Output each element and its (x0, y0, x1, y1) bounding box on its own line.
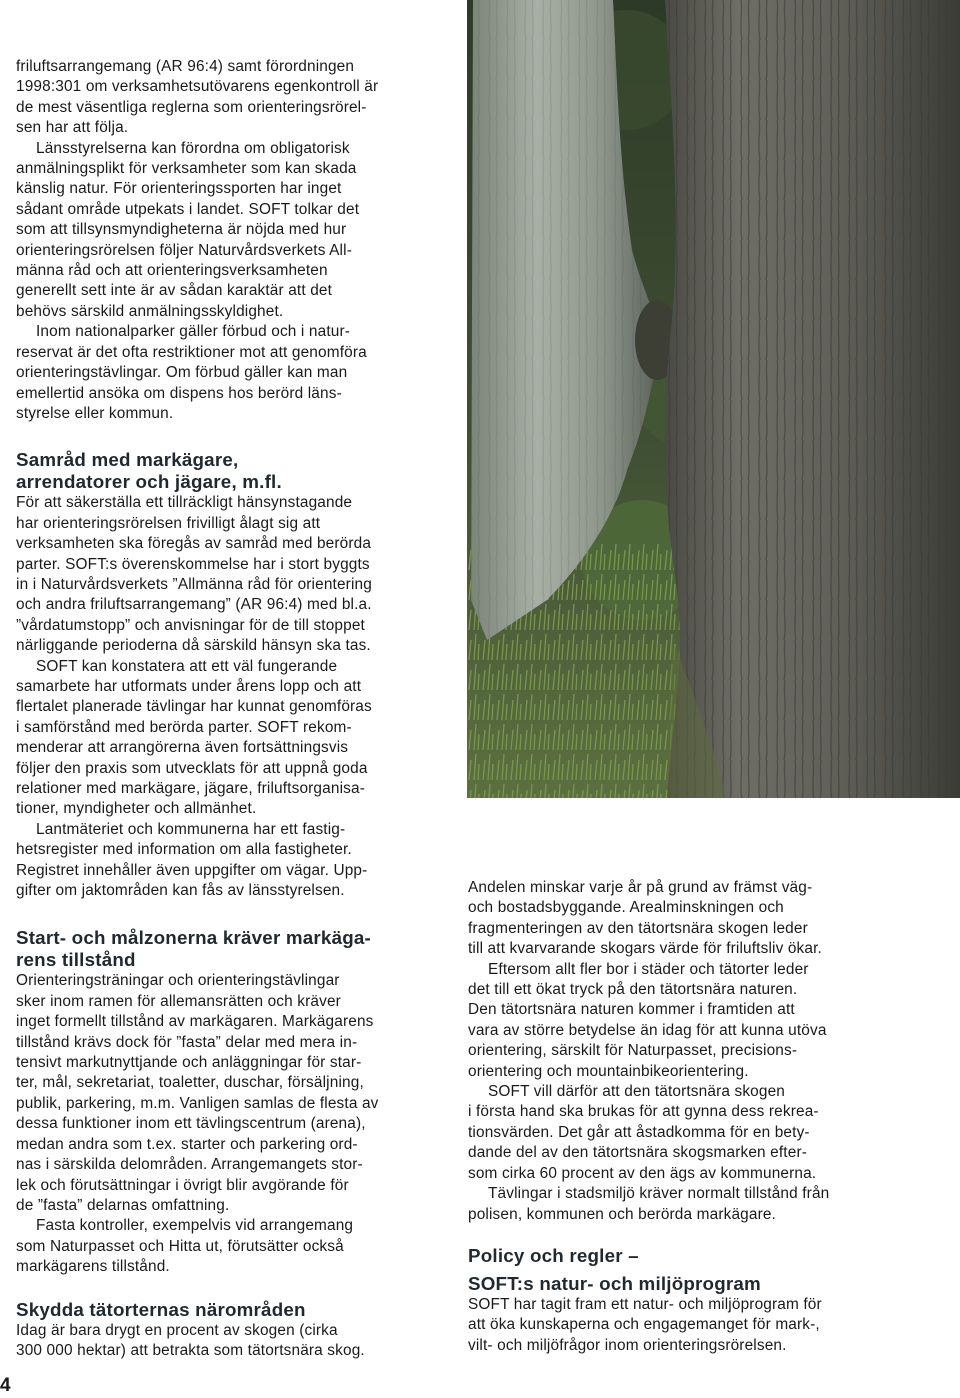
policy-subheading: SOFT:s natur- och miljöprogram (468, 1272, 761, 1294)
page-number: 4 (0, 1375, 11, 1396)
right-column (468, 878, 908, 1356)
section-samrad-paragraph-2: SOFT kan konstatera att ett väl fungerande samarbete har utformats under årens lopp och att flertalet planerade tävlingar har kunnat genomföras i samförstånd med berörda parter. SOFT rekom- menderar att arrangörerna även fortsättningsvis följer den praxis som utvecklats för att uppnå goda relationer med markägare, jägare, friluftsorganisa- tioner, myndigheter och allmänhet. (16, 657, 372, 818)
policy-heading: Policy och regler – (468, 1244, 639, 1266)
right-paragraph-2: Eftersom allt fler bor i städer och tätorter leder det till ett ökat tryck på den tätortsnära naturen. Den tätortsnära naturen kommer i framtiden att vara av större betydelse än idag för att kunna utöva orientering, särskilt för Naturpasset, precisions- orientering och mountainbikeorientering. (468, 960, 827, 1080)
section-samrad-paragraph-1: För att säkerställa ett tillräckligt hänsynstagande har orienteringsrörelsen frivilligt ålagt sig att verksamheten ska föregås av samråd med berörda parter. SOFT:s överenskommelse har i stort byggts in i Naturvårdsverkets ”Allmänna råd för orientering och andra friluftsarrangemang” (AR 96:4) med bl.a. ”vårdatumstopp” och anvisningar för de till stoppet närliggande perioderna då särskild hänsyn ska tas. (16, 494, 372, 655)
intro-paragraph-2: Länsstyrelserna kan förordna om obligatorisk anmälningsplikt för verksamheter som kan skada känslig natur. För orienteringssporten har inget sådant område utpekats i landet. SOFT tolkar det som att tillsynsmyndigheterna är nöjda med hur orienteringsrörelsen följer Naturvårdsverkets All- männa råd och att orienteringsverksamheten generellt sett inte är av sådan karaktär att det behövs särskild anmälningsskyldighet. (16, 139, 360, 320)
right-paragraph-3: SOFT vill därför att den tätortsnära skogen i första hand ska brukas för att gynna dess rekrea- tionsvärden. Det går att åstadkomma för en bety- dande del av den tätortsnära skogsmarken efter- som cirka 60 procent av den ägs av kommunerna. (468, 1083, 819, 1182)
right-paragraph-4: Tävlingar i stadsmiljö kräver normalt tillstånd från polisen, kommunen och berörda markägare. (468, 1185, 830, 1223)
tree-trunks-photo (467, 0, 960, 798)
policy-paragraph: SOFT har tagit fram ett natur- och miljöprogram för att öka kunskaperna och engagemanget för mark-, vilt- och miljöfrågor inom orienteringsrörelsen. (468, 1295, 822, 1354)
section-start-paragraph-2: Fasta kontroller, exempelvis vid arrangemang som Naturpasset och Hitta ut, förutsätter också markägarens tillstånd. (16, 1217, 354, 1276)
section-heading-samrad: Samråd med markägare, arrendatorer och jägare, m.fl. (16, 449, 282, 493)
section-start-paragraph-1: Orienteringsträningar och orienteringstävlingar sker inom ramen för allemansrätten och kräver inget formellt tillstånd av markägaren. Markägarens tillstånd krävs dock för ”fasta” delar med mera in- tensivt markutnyttjande och anläggningar för star- ter, mål, sekretariat, toaletter, duschar, försäljning, publik, parkering, m.m. Vanligen samlas de flesta av dessa funktioner inom ett tävlingscentrum (arena), medan andra som t.ex. starter och parkering ord- nas i särskilda delområden. Arrangemangets stor- lek och förutsättningar i övrigt blir avgörande för de ”fasta” delarnas omfattning. (16, 972, 379, 1214)
intro-paragraph-3: Inom nationalparker gäller förbud och i natur- reservat är det ofta restriktioner mot att genomföra orienteringstävlingar. Om förbud gäller kan man emellertid ansöka om dispens hos berörd läns- styrelse eller kommun. (16, 323, 367, 422)
section-heading-start-malzoner: Start- och målzonerna kräver markäga- rens tillstånd (16, 927, 371, 971)
intro-paragraph-1: friluftsarrangemang (AR 96:4) samt förordningen 1998:301 om verksamhetsutövarens egenkontroll är de mest väsentliga reglerna som orienteringsrörel- sen har att följa. (16, 58, 379, 137)
left-column (16, 57, 456, 1361)
section-heading-tatorter: Skydda tätorternas närområden (16, 1298, 306, 1320)
right-paragraph-1: Andelen minskar varje år på grund av främst väg- och bostadsbyggande. Arealminskningen och fragmenteringen av den tätortsnära skogen leder till att kvarvarande skogars värde för friluftsliv ökar. (468, 879, 822, 958)
section-tatorter-paragraph-1: Idag är bara drygt en procent av skogen (cirka 300 000 hektar) att betrakta som tätortsnära skog. (16, 1321, 365, 1359)
section-samrad-paragraph-3: Lantmäteriet och kommunerna har ett fastig- hetsregister med information om alla fastigheter. Registret innehåller även uppgifter om vägar. Upp- gifter om jaktområden kan fås av länsstyrelsen. (16, 820, 368, 900)
